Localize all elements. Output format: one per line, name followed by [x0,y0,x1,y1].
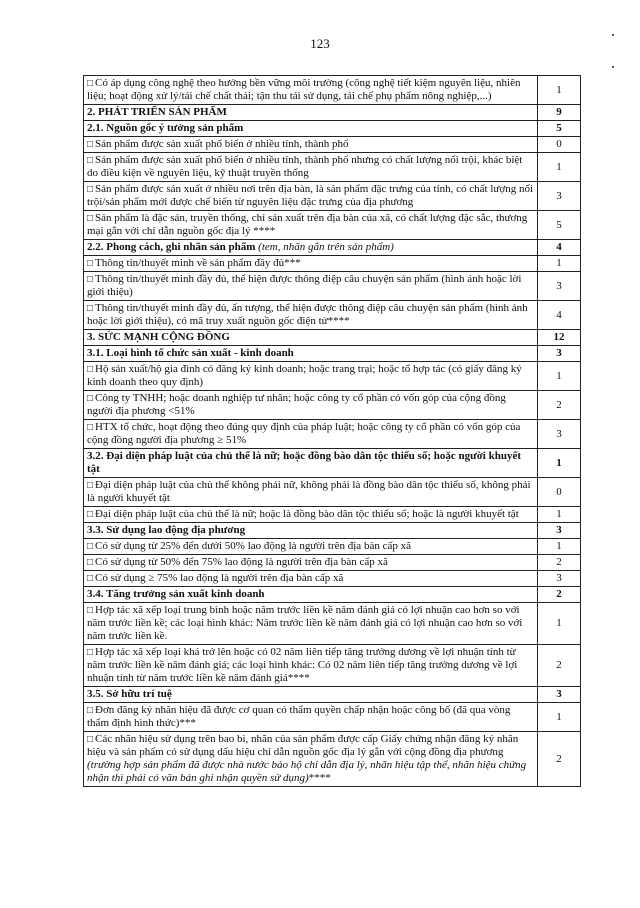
checkbox-icon: □ [87,155,94,166]
checkbox-icon: □ [87,274,94,285]
row-text: Có áp dụng công nghệ theo hướng bền vững môi trường (công nghệ tiết kiệm nguyên liệu, nhiên liệu; hoạt động xử lý/tái chế chất thải; tận thu tái sử dụng, tái chế phụ phẩm nông nghiệp,...) [87,77,521,102]
checkbox-icon: □ [87,422,94,433]
criterion-row [84,137,581,153]
score-cell: 3 [538,571,581,587]
row-text: 3.2. Đại diện pháp luật của chủ thể là nữ; hoặc đồng bào dân tộc thiểu số; hoặc người khuyết tật [87,450,522,475]
row-text: 2.2. Phong cách, ghi nhãn sản phẩm [87,241,256,253]
row-text: Thông tin/thuyết minh đầy đủ, thể hiện được thông điệp câu chuyện sản phẩm (hình ảnh hoặc lời giới thiệu) [87,273,522,298]
row-text: Hợp tác xã xếp loại khá trở lên hoặc có 02 năm liên tiếp tăng trưởng dương về lợi nhuận tính từ năm trước liền kề năm đánh giá; các loại hình khác: Có 02 năm liên tiếp tăng trưởng dương về lợi nhuận tính từ năm trước liền kề năm đánh giá**** [87,646,518,684]
row-text: 3. SỨC MẠNH CỘNG ĐỒNG [87,331,230,343]
row-text: 3.4. Tăng trưởng sản xuất kinh doanh [87,588,265,600]
row-text: Sản phẩm được sản xuất phổ biến ở nhiều tỉnh, thành phố [95,138,349,150]
score-cell: 1 [538,603,581,645]
score-cell: 2 [538,587,581,603]
criterion-text [84,76,538,105]
row-text: Đại diện pháp luật của chủ thể là nữ; hoặc là đồng bào dân tộc thiểu số; hoặc là người khuyết tật [95,508,519,520]
score-cell: 1 [538,76,581,105]
section-title [84,687,538,703]
criterion-row [84,153,581,182]
criterion-row [84,362,581,391]
row-text: 2.1. Nguồn gốc ý tưởng sản phẩm [87,122,244,134]
row-note: (trường hợp sản phẩm đã được nhà nước bảo hộ chỉ dẫn địa lý, nhãn hiệu tập thể, nhãn hiệu chứng nhận thì phải có văn bản ghi nhận quyền sử dụng) [87,759,527,784]
score-cell: 2 [538,645,581,687]
section-row [84,587,581,603]
criterion-text [84,732,538,787]
checkbox-icon: □ [87,78,94,89]
row-text: 2. PHÁT TRIỂN SẢN PHẨM [87,106,227,118]
section-title [84,330,538,346]
section-row [84,330,581,346]
criterion-row [84,645,581,687]
scoring-criteria-table [83,75,581,787]
checkbox-icon: □ [87,139,94,150]
row-text: 3.1. Loại hình tổ chức sản xuất - kinh doanh [87,347,294,359]
section-row [84,523,581,539]
score-cell: 12 [538,330,581,346]
section-row [84,121,581,137]
score-cell: 3 [538,272,581,301]
score-cell: 3 [538,182,581,211]
row-text: Sản phẩm được sản xuất phổ biến ở nhiều tỉnh, thành phố nhưng có chất lượng nổi trội, khác biệt do điều kiện về nguyên liệu, kỹ thuật truyền thống [87,154,523,179]
score-cell: 1 [538,362,581,391]
criterion-row [84,703,581,732]
checkbox-icon: □ [87,303,94,314]
checkbox-icon: □ [87,480,94,491]
criterion-text [84,301,538,330]
criterion-text [84,703,538,732]
checkbox-icon: □ [87,364,94,375]
score-cell: 1 [538,507,581,523]
criterion-text [84,603,538,645]
score-cell: 1 [538,449,581,478]
section-row [84,105,581,121]
score-cell: 1 [538,539,581,555]
row-text: Hợp tác xã xếp loại trung bình hoặc năm trước liền kề năm đánh giá có lợi nhuận cao hơn so với năm trước liền kề; các loại hình khác: Năm trước liền kề năm đánh giá có lợi nhuận cao hơn so với năm trước liền kề. [87,604,523,642]
section-row [84,240,581,256]
row-text: Sản phẩm được sản xuất ở nhiều nơi trên địa bàn, là sản phẩm đặc trưng của tỉnh, có chất lượng nổi trội/sản phẩm mới được chế biến từ nguyên liệu đặc trưng của địa phương [87,183,534,208]
criterion-row [84,571,581,587]
row-text: Các nhãn hiệu sử dụng trên bao bì, nhãn của sản phẩm được cấp Giấy chứng nhận đăng ký nhãn hiệu và sản phẩm có sử dụng dấu hiệu chỉ dẫn nguồn gốc địa lý gắn với cộng đồng địa phương [87,733,519,758]
criterion-text [84,391,538,420]
checkbox-icon: □ [87,557,94,568]
margin-mark [612,66,614,68]
row-text: Đại diện pháp luật của chủ thể không phải nữ, không phải là đồng bào dân tộc thiểu số, không phải là người khuyết tật [87,479,531,504]
criterion-text [84,571,538,587]
row-text: Công ty TNHH; hoặc doanh nghiệp tư nhân; hoặc công ty cổ phần có vốn góp của cộng đồng người địa phương <51% [87,392,506,417]
section-title [84,587,538,603]
row-footnote-mark: **** [308,772,331,784]
score-cell: 5 [538,121,581,137]
criterion-text [84,507,538,523]
criterion-text [84,137,538,153]
row-text: Thông tin/thuyết minh đầy đủ, ấn tượng, thể hiện được thông điệp câu chuyện sản phẩm (hình ảnh hoặc lời giới thiệu), có mã truy xuất nguồn gốc điện tử**** [87,302,528,327]
criterion-row [84,478,581,507]
criterion-text [84,555,538,571]
checkbox-icon: □ [87,605,94,616]
row-text: Có sử dụng từ 25% đến dưới 50% lao động là người trên địa bàn cấp xã [95,540,411,552]
score-cell: 4 [538,240,581,256]
checkbox-icon: □ [87,734,94,745]
row-text: 3.5. Sở hữu trí tuệ [87,688,172,700]
score-cell: 9 [538,105,581,121]
score-cell: 4 [538,301,581,330]
criterion-row [84,256,581,272]
checkbox-icon: □ [87,509,94,520]
criterion-row [84,420,581,449]
criterion-text [84,362,538,391]
criterion-text [84,256,538,272]
criterion-row [84,391,581,420]
score-cell: 3 [538,346,581,362]
section-row [84,449,581,478]
row-text: HTX tổ chức, hoạt động theo đúng quy định của pháp luật; hoặc công ty cổ phần có vốn góp của cộng đồng người địa phương ≥ 51% [87,421,521,446]
row-text: Có sử dụng ≥ 75% lao động là người trên địa bàn cấp xã [95,572,344,584]
score-cell: 5 [538,211,581,240]
criterion-text [84,478,538,507]
criterion-text [84,645,538,687]
criterion-text [84,182,538,211]
checkbox-icon: □ [87,213,94,224]
checkbox-icon: □ [87,647,94,658]
row-text: Đơn đăng ký nhãn hiệu đã được cơ quan có thẩm quyền chấp nhận hoặc công bố (đã qua vòng thẩm định hình thức)*** [87,704,511,729]
score-cell: 1 [538,256,581,272]
checkbox-icon: □ [87,393,94,404]
row-text: Có sử dụng từ 50% đến 75% lao động là người trên địa bàn cấp xã [95,556,388,568]
section-title [84,523,538,539]
checkbox-icon: □ [87,184,94,195]
checkbox-icon: □ [87,541,94,552]
criterion-row [84,301,581,330]
score-cell: 2 [538,732,581,787]
row-text: Thông tin/thuyết minh về sản phẩm đầy đủ*** [95,257,301,269]
section-title [84,105,538,121]
criterion-row [84,732,581,787]
criterion-row [84,182,581,211]
margin-mark [612,34,614,36]
section-title [84,449,538,478]
section-title [84,240,538,256]
criterion-text [84,272,538,301]
page-number: 123 [310,36,330,51]
row-note: (tem, nhãn gắn trên sản phẩm) [258,241,394,253]
criterion-row [84,507,581,523]
score-cell: 2 [538,555,581,571]
criterion-text [84,539,538,555]
score-cell: 2 [538,391,581,420]
section-row [84,346,581,362]
score-cell: 1 [538,703,581,732]
criterion-row [84,555,581,571]
criterion-text [84,153,538,182]
criterion-row [84,76,581,105]
section-row [84,687,581,703]
checkbox-icon: □ [87,258,94,269]
section-title [84,121,538,137]
row-text: Sản phẩm là đặc sản, truyền thống, chỉ sản xuất trên địa bàn của xã, có chất lượng đặc sắc, thương mại gắn với chỉ dẫn nguồn gốc địa lý **** [87,212,528,237]
criterion-row [84,539,581,555]
score-cell: 0 [538,478,581,507]
score-cell: 3 [538,523,581,539]
row-text: Hộ sản xuất/hộ gia đình có đăng ký kinh doanh; hoặc trang trại; hoặc tổ hợp tác (có giấy đăng ký kinh doanh theo quy định) [87,363,522,388]
section-title [84,346,538,362]
score-cell: 0 [538,137,581,153]
checkbox-icon: □ [87,705,94,716]
score-cell: 1 [538,153,581,182]
checkbox-icon: □ [87,573,94,584]
criterion-text [84,420,538,449]
row-text: 3.3. Sử dụng lao động địa phương [87,524,246,536]
criterion-row [84,603,581,645]
score-cell: 3 [538,687,581,703]
criterion-text [84,211,538,240]
score-cell: 3 [538,420,581,449]
criterion-row [84,272,581,301]
criterion-row [84,211,581,240]
